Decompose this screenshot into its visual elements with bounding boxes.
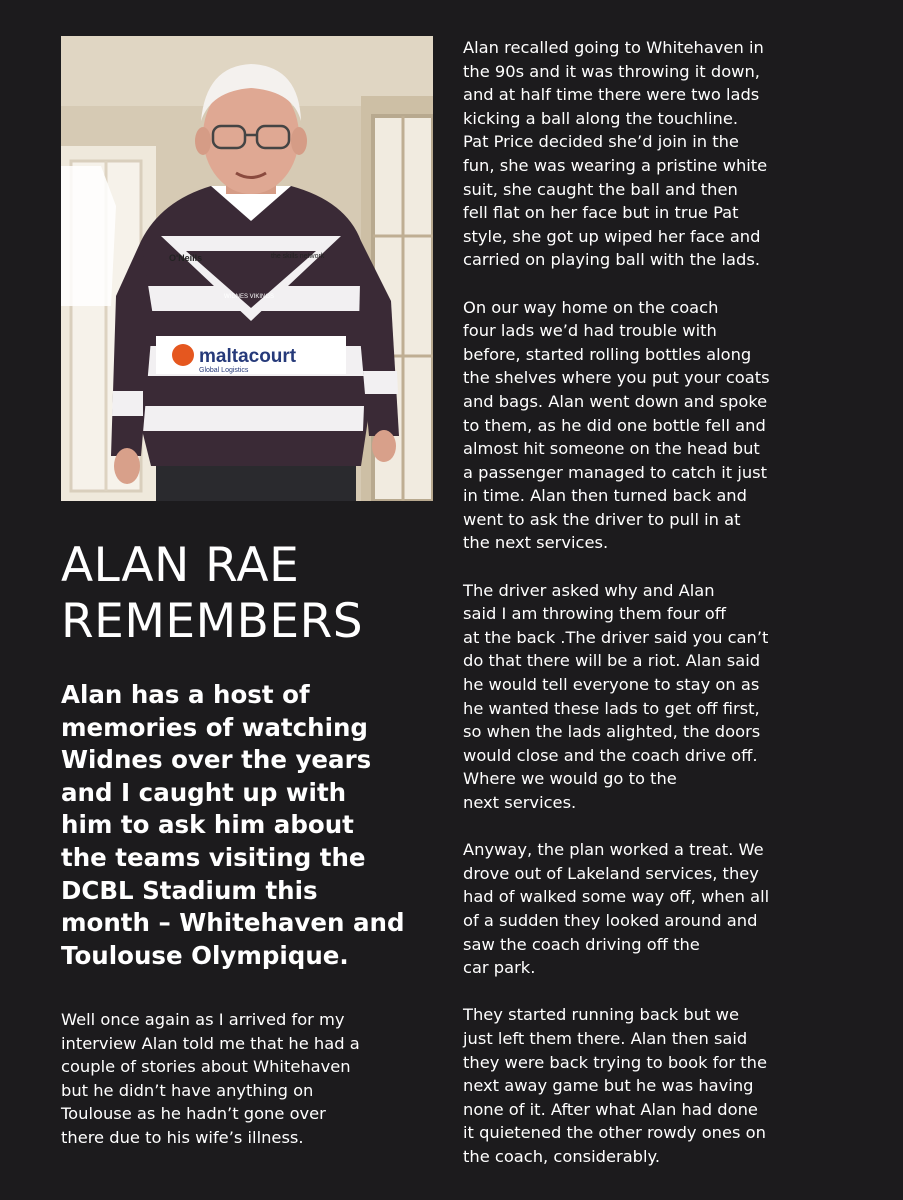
story-line: he would tell everyone to stay on as [463,675,760,695]
story-line: none of it. After what Alan had done [463,1099,758,1119]
story-column [463,36,843,1192]
story-line: the next services. [463,533,609,553]
story-line: before, started rolling bottles along [463,344,752,364]
club-crest-text: WIDNES VIKINGS [224,294,275,300]
lead-line: there due to his wife’s illness. [61,1127,304,1147]
story-line: Anyway, the plan worked a treat. We [463,840,764,860]
story-line: went to ask the driver to pull in at [463,509,741,529]
intro-line: Widnes over the years [61,745,372,775]
story-line: saw the coach driving off the [463,934,700,954]
story-line: in time. Alan then turned back and [463,486,747,506]
sponsor-logo-text: maltacourt [199,346,297,367]
story-line: They started running back but we [463,1005,739,1025]
story-line: Pat Price decided she’d join in the [463,132,739,152]
sponsor-sub-text: Global Logistics [199,367,249,374]
story-line: do that there will be a riot. Alan said [463,651,761,671]
story-line: just left them there. Alan then said [463,1028,748,1048]
story-line: would close and the coach drive off. [463,745,758,765]
intro-paragraph [61,679,433,972]
story-paragraph [463,296,843,556]
story-line: carried on playing ball with the lads. [463,250,760,270]
story-paragraph [463,579,843,815]
intro-line: Alan has a host of [61,680,310,709]
intro-line: memories of watching [61,712,368,742]
story-line: at the back .The driver said you can’t [463,627,769,647]
story-line: the shelves where you put your coats [463,368,770,388]
story-line: had of walked some way off, when all [463,887,770,907]
story-line: next away game but he was having [463,1076,754,1096]
intro-line: DCBL Stadium this [61,875,318,905]
lead-line: Toulouse as he hadn’t gone over [61,1104,326,1124]
lead-paragraph [61,1008,433,1150]
story-line: he wanted these lads to get off first, [463,698,760,718]
story-line: so when the lads alighted, the doors [463,722,761,742]
story-line: The driver asked why and Alan [463,580,715,600]
intro-line: and I caught up with [61,777,347,807]
story-line: car park. [463,958,536,978]
story-line: the coach, considerably. [463,1146,661,1166]
title-line: ALAN RAE [61,538,300,593]
story-line: fun, she was wearing a pristine white [463,155,768,175]
article-title [61,538,441,650]
story-line: of a sudden they looked around and [463,910,758,930]
story-line: On our way home on the coach [463,297,719,317]
story-line: said I am throwing them four off [463,604,726,624]
lead-line: Well once again as I arrived for my [61,1010,345,1029]
intro-line: Toulouse Olympique. [61,940,349,970]
story-line: next services. [463,793,577,812]
intro-line: him to ask him about [61,810,354,840]
story-paragraph [463,838,843,980]
story-line: they were back trying to book for the [463,1052,767,1072]
story-line: the 90s and it was throwing it down, [463,61,760,81]
story-line: a passenger managed to catch it just [463,462,768,482]
intro-line: month – Whitehaven and [61,908,405,938]
story-line: Alan recalled going to Whitehaven in [463,38,764,57]
story-line: style, she got up wiped her face and [463,226,761,246]
intro-line: the teams visiting the [61,842,366,872]
story-line: to them, as he did one bottle fell and [463,415,766,435]
story-line: almost hit someone on the head but [463,439,760,459]
top-sponsor-text: the skills network [271,253,325,260]
story-line: and bags. Alan went down and spoke [463,391,768,411]
story-line: fell flat on her face but in true Pat [463,203,739,223]
portrait-photo [61,36,433,501]
story-paragraph [463,1003,843,1168]
lead-line: but he didn’t have anything on [61,1080,314,1100]
title-line: REMEMBERS [61,594,364,649]
maker-logo-text: O'Neills [169,253,203,263]
lead-line: couple of stories about Whitehaven [61,1057,351,1077]
story-line: suit, she caught the ball and then [463,179,738,199]
portrait-illustration [61,36,433,501]
story-line: drove out of Lakeland services, they [463,863,759,883]
story-line: Where we would go to the [463,769,677,789]
story-line: four lads we’d had trouble with [463,321,717,341]
story-line: kicking a ball along the touchline. [463,108,739,128]
story-paragraph [463,36,843,272]
story-line: and at half time there were two lads [463,85,760,105]
story-line: it quietened the other rowdy ones on [463,1123,766,1143]
lead-line: interview Alan told me that he had a [61,1033,360,1053]
